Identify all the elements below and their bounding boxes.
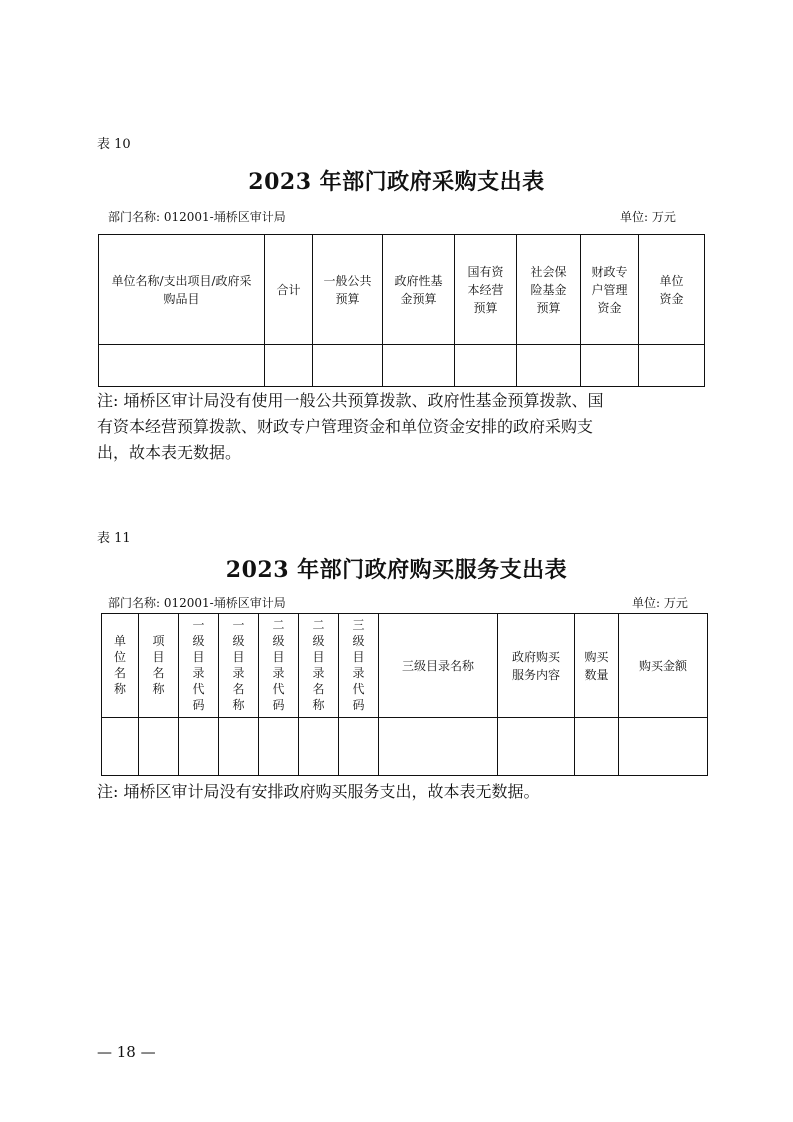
note-line: 出，故本表无数据。 [97,443,242,462]
table-cell [455,345,517,387]
header-cell: 国有资本经营预算 [455,235,517,345]
note-line: 有资本经营预算拨款、财政专户管理资金和单位资金安排的政府采购支 [97,417,594,436]
header-cell: 三级目录代码 [339,614,379,718]
header-cell: 三级目录名称 [379,614,498,718]
table-cell [102,718,139,776]
header-cell: 财政专户管理资金 [581,235,639,345]
header-cell: 单位名称 [102,614,139,718]
table-cell [259,718,299,776]
table-cell [379,718,498,776]
table-cell [339,718,379,776]
table11-unit: 单位: 万元 [632,596,688,610]
header-cell: 二级目录名称 [299,614,339,718]
table-cell [639,345,705,387]
table-cell [139,718,179,776]
table10-note [97,388,603,466]
table-cell [219,718,259,776]
table-cell [99,345,265,387]
table-cell [265,345,313,387]
table11-label: 表 11 [97,531,131,546]
table11-title: 2023 年部门政府购买服务支出表 [225,557,568,583]
table10-title: 2023 年部门政府采购支出表 [248,169,545,195]
header-cell: 一级目录名称 [219,614,259,718]
header-cell: 一般公共预算 [313,235,383,345]
table-cell [517,345,581,387]
header-cell: 购买数量 [575,614,619,718]
header-cell: 一级目录代码 [179,614,219,718]
table-cell [313,345,383,387]
table-cell [619,718,708,776]
header-cell: 项目名称 [139,614,179,718]
note-line: 注: 埇桥区审计局没有使用一般公共预算拨款、政府性基金预算拨款、国 [97,391,604,410]
table11-department: 部门名称: 012001-埇桥区审计局 [108,596,286,610]
header-cell: 二级目录代码 [259,614,299,718]
table-header-row [102,614,708,718]
table-cell [179,718,219,776]
page-number: — 18 — [97,1043,156,1061]
procurement-table [98,234,705,387]
table11-note: 注: 埇桥区审计局没有安排政府购买服务支出，故本表无数据。 [97,782,540,801]
header-cell: 社会保险基金预算 [517,235,581,345]
table-header-row [99,235,705,345]
table10-unit: 单位: 万元 [620,210,676,224]
header-cell: 购买金额 [619,614,708,718]
service-purchase-table [101,613,708,776]
table-row [102,718,708,776]
header-cell: 政府购买服务内容 [498,614,575,718]
table-cell [383,345,455,387]
table-cell [575,718,619,776]
table-cell [581,345,639,387]
table-cell [299,718,339,776]
table-row [99,345,705,387]
table10-department: 部门名称: 012001-埇桥区审计局 [108,210,286,224]
header-cell: 政府性基金预算 [383,235,455,345]
table10-label: 表 10 [97,137,131,152]
table-cell [498,718,575,776]
header-cell: 单位资金 [639,235,705,345]
header-cell: 合计 [265,235,313,345]
header-cell: 单位名称/支出项目/政府采购品目 [99,235,265,345]
